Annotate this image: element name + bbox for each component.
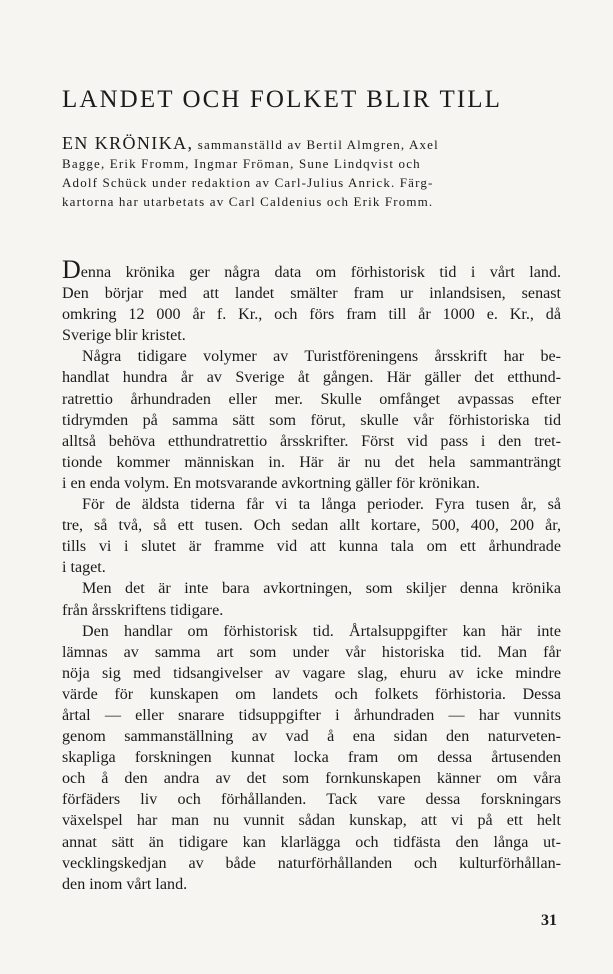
page-number: 31 [541, 912, 557, 929]
body-line: växelspel har man nu vunnit sådan kunskap, att vi på ett helt [62, 812, 561, 830]
body-line: alltså behöva etthundratrettio årsskrifter. Först vid pass i den tret- [62, 432, 561, 450]
body-line: i taget. [62, 559, 106, 577]
body-line: Men det är inte bara avkortningen, som skiljer denna krönika [82, 580, 561, 598]
body-text [62, 255, 561, 895]
body-line: tills vi i slutet är framme vid att kunna tala om ett århundrade [62, 538, 561, 556]
body-line: nöja sig med tidsangivelser av vagare slag, ehuru av icke mindre [62, 664, 561, 682]
credits-lead: EN KRÖNIKA, [62, 133, 194, 153]
body-line: den inom vårt land. [62, 875, 188, 893]
body-line: annat sätt än tidigare kan klarlägga och tidfästa den långa ut- [62, 833, 561, 851]
body-line: Den handlar om förhistorisk tid. Årtalsuppgifter kan här inte [82, 622, 561, 640]
drop-initial: D [62, 255, 81, 284]
credits-paragraph [62, 134, 540, 211]
body-line: Den börjar med att landet smälter fram ur inlandsisen, senast [62, 285, 561, 303]
body-line: genom sammanställning av vad å ena sidan den naturveten- [62, 728, 561, 746]
body-line: handlat hundra år av Sverige åt gången. Här gäller det etthund- [62, 369, 561, 387]
first-line-text: enna krönika ger några data om förhistorisk tid i vårt land. [80, 264, 561, 281]
body-line: lämnas av samma art som under vår historiska tid. Man får [62, 643, 561, 661]
credits-line: Adolf Schück under redaktion av Carl-Julius Anrick. Färg- [62, 175, 434, 190]
body-line: tidrymden på samma sätt som förut, skulle vår förhistoriska tid [62, 411, 561, 429]
body-line: från årsskriftens tidigare. [62, 601, 224, 619]
body-line: i en enda volym. En motsvarande avkortning gäller för krönikan. [62, 474, 480, 492]
body-line [62, 255, 561, 284]
body-line: För de äldsta tiderna får vi ta långa perioder. Fyra tusen år, så [82, 496, 561, 514]
body-line: Några tidigare volymer av Turistföreningens årsskrift har be- [82, 348, 561, 366]
chapter-title: LANDET OCH FOLKET BLIR TILL [62, 86, 503, 113]
body-line: vecklingskedjan av både naturförhållanden och kulturförhållan- [62, 854, 561, 872]
credits-line-text: sammanställd av Bertil Almgren, Axel [193, 137, 439, 152]
credits-line: Bagge, Erik Fromm, Ingmar Fröman, Sune Lindqvist och [62, 156, 421, 171]
body-line: tionde kommer människan in. Här är nu det hela sammanträngt [62, 453, 561, 471]
body-line: tre, så två, så ett tusen. Och sedan allt kortare, 500, 400, 200 år, [62, 517, 561, 535]
body-line: skapliga forskningen kunnat locka fram om dessa årtusenden [62, 749, 561, 767]
credits-line-1 [62, 134, 540, 154]
body-line: Sverige blir kristet. [62, 327, 186, 345]
body-line: omkring 12 000 år f. Kr., och förs fram till år 1000 e. Kr., då [62, 306, 561, 324]
body-line: förfäders liv och förhållanden. Tack vare dessa forskningars [62, 791, 561, 809]
body-line: ratrettio århundraden eller mer. Skulle omfånget avpassas efter [62, 390, 561, 408]
credits-line: kartorna har utarbetats av Carl Caldenius och Erik Fromm. [62, 194, 434, 209]
body-line: och å den andra av det som fornkunskapen känner om våra [62, 770, 561, 788]
body-line: värde för kunskapen om landets och folkets förhistoria. Dessa [62, 685, 561, 703]
body-line: årtal — eller snarare tidsuppgifter i århundraden — har vunnits [62, 706, 561, 724]
